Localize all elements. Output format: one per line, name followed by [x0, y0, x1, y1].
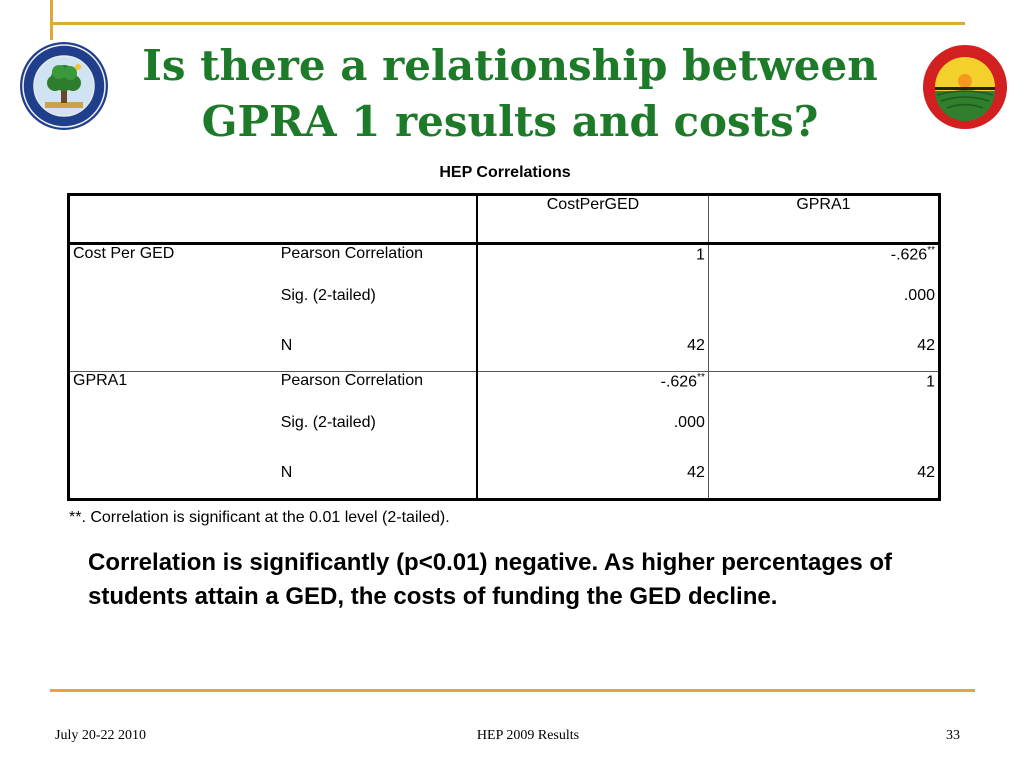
value-cell: 42	[687, 337, 705, 354]
title-line-1: Is there a relationship between	[142, 41, 878, 90]
top-rule	[50, 22, 965, 25]
bottom-rule	[50, 689, 975, 692]
value-cell: .000	[708, 287, 939, 337]
title-line-2: GPRA 1 results and costs?	[201, 97, 819, 146]
stat-label: Pearson Correlation	[278, 244, 477, 288]
stat-label: N	[278, 337, 477, 372]
table-header-row	[69, 195, 940, 244]
footer-title: HEP 2009 Results	[476, 728, 580, 743]
page-number: 33	[946, 728, 960, 743]
table-row	[69, 287, 940, 337]
value-cell: 42	[708, 464, 939, 500]
footer-date: July 20-22 2010	[55, 728, 146, 743]
table-caption: HEP Correlations	[439, 164, 571, 181]
stat-label: Sig. (2-tailed)	[278, 287, 477, 337]
stat-label: Sig. (2-tailed)	[278, 414, 477, 464]
table-footnote: **. Correlation is significant at the 0.01 level (2-tailed).	[69, 509, 450, 526]
table-row	[69, 464, 940, 500]
value-cell: 1	[695, 246, 705, 264]
conclusion-text: Correlation is significantly (p<0.01) negative. As higher percentages of students attain a GED, the costs of funding the GED decline.	[88, 549, 892, 610]
value-cell: 42	[477, 464, 708, 500]
table-row	[69, 244, 940, 288]
department-of-education-seal	[18, 40, 110, 132]
table-row	[69, 337, 940, 372]
value-cell: 42	[708, 337, 939, 372]
group-label: Cost Per GED	[69, 244, 278, 288]
top-left-vertical-rule	[50, 0, 53, 40]
value-cell	[477, 287, 708, 337]
value-cell: -.626**	[477, 372, 708, 415]
header-empty-cell	[278, 195, 477, 244]
stat-label: Pearson Correlation	[278, 372, 477, 415]
table-row	[69, 414, 940, 464]
stat-label: N	[278, 464, 477, 500]
migrant-education-seal	[921, 43, 1009, 131]
value-cell	[708, 414, 939, 464]
correlation-table	[67, 193, 941, 501]
group-label: GPRA1	[69, 372, 278, 415]
value-cell: -.626**	[708, 244, 939, 288]
header-empty-cell	[69, 195, 278, 244]
table-row	[69, 372, 940, 415]
column-header: CostPerGED	[477, 195, 708, 244]
column-header: GPRA1	[708, 195, 939, 244]
value-cell: 1	[708, 372, 939, 415]
slide-title	[130, 38, 890, 150]
value-cell: .000	[673, 414, 705, 431]
